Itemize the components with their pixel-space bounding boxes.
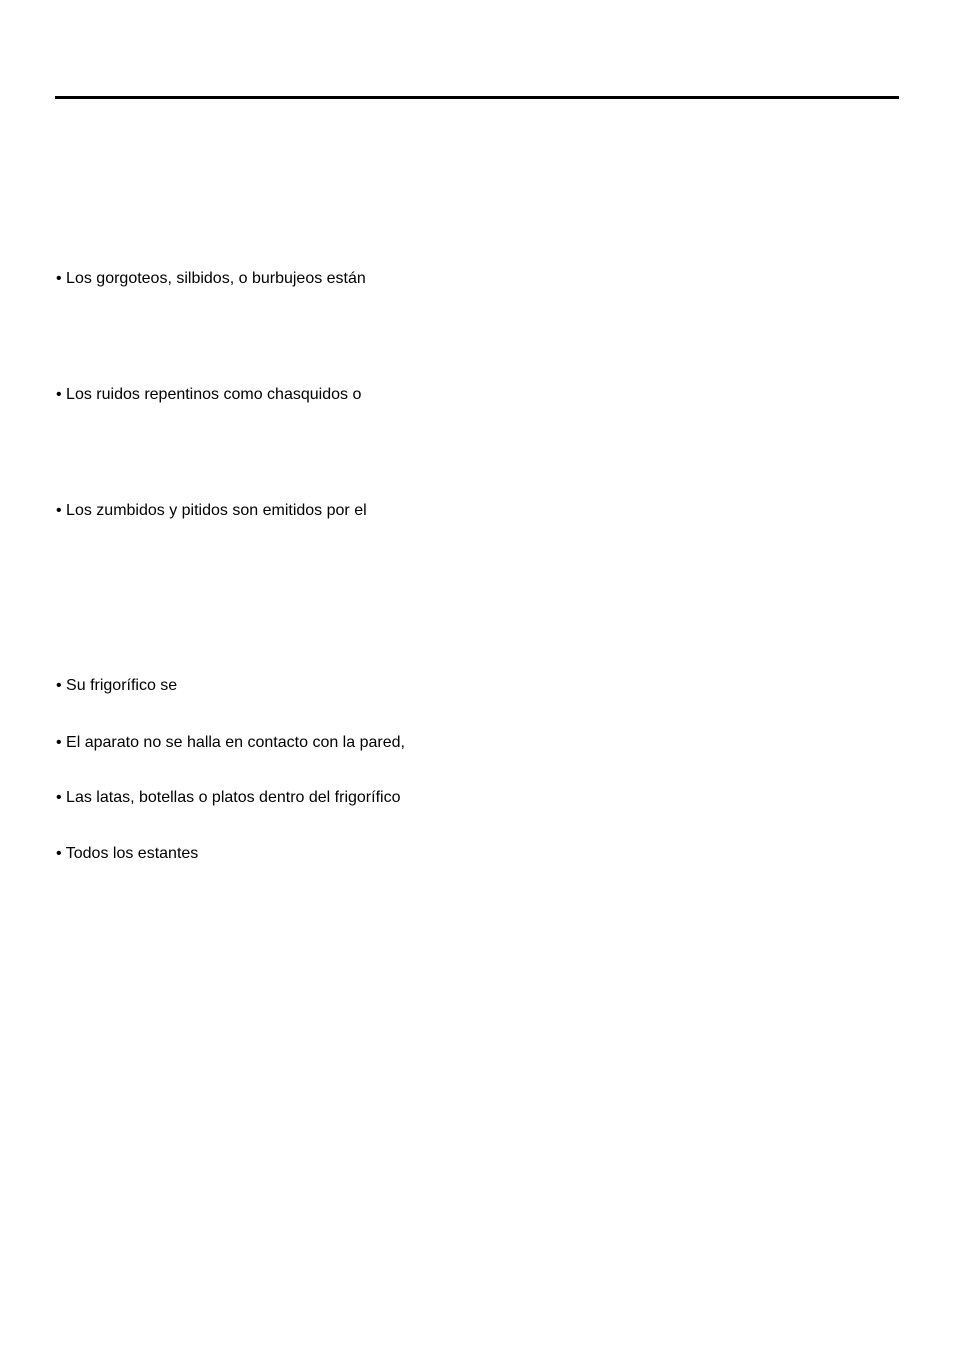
bullet-item-sudden-noises: • Los ruidos repentinos como chasquidos o [56, 386, 362, 403]
bullet-item-gurgling: • Los gorgoteos, silbidos, o burbujeos están [56, 270, 366, 287]
bullet-item-wall-contact: • El aparato no se halla en contacto con la pared, [56, 734, 405, 751]
bullet-item-fridge-level: • Su frigorífico se [56, 677, 178, 694]
bullet-item-shelves: • Todos los estantes [56, 845, 199, 862]
bullet-item-cans-bottles: • Las latas, botellas o platos dentro del frigorífico [56, 789, 401, 806]
header-rule [55, 96, 899, 99]
bullet-item-humming: • Los zumbidos y pitidos son emitidos por el [56, 502, 367, 519]
